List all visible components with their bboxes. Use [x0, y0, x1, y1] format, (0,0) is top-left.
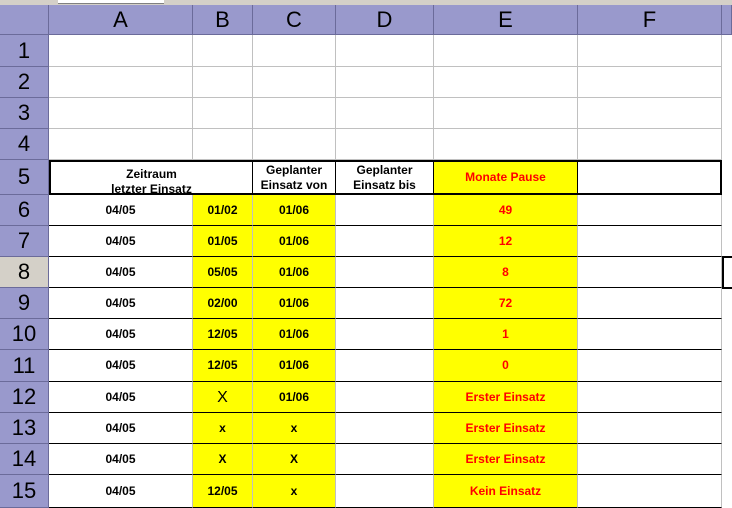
cell-d3[interactable]	[336, 98, 434, 129]
row-header-3[interactable]: 3	[0, 98, 49, 129]
cell-a3[interactable]	[49, 98, 193, 129]
cell-c12[interactable]: 01/06	[253, 382, 336, 413]
sheet-tab[interactable]	[58, 0, 164, 4]
cell-e14[interactable]: Erster Einsatz	[434, 444, 578, 475]
cell-e6[interactable]: 49	[434, 195, 578, 226]
cell-a6[interactable]: 04/05	[49, 195, 193, 226]
cell-a12[interactable]: 04/05	[49, 382, 193, 413]
cell-a11[interactable]: 04/05	[49, 350, 193, 382]
cell-e1[interactable]	[434, 35, 578, 67]
cell-a8[interactable]: 04/05	[49, 257, 193, 288]
cell-e4[interactable]	[434, 129, 578, 160]
cell-b14[interactable]: X	[193, 444, 253, 475]
cell-d2[interactable]	[336, 67, 434, 98]
cell-f14[interactable]	[578, 444, 722, 475]
row-header-2[interactable]: 2	[0, 67, 49, 98]
cell-a13[interactable]: 04/05	[49, 413, 193, 444]
cell-b8[interactable]: 05/05	[193, 257, 253, 288]
cell-a7[interactable]: 04/05	[49, 226, 193, 257]
cell-d15[interactable]	[336, 475, 434, 508]
cell-b1[interactable]	[193, 35, 253, 67]
cell-c11[interactable]: 01/06	[253, 350, 336, 382]
cell-e11[interactable]: 0	[434, 350, 578, 382]
column-header-a[interactable]: A	[49, 5, 193, 35]
cell-e2[interactable]	[434, 67, 578, 98]
cell-b12[interactable]: X	[193, 382, 253, 413]
cell-e7[interactable]: 12	[434, 226, 578, 257]
cell-f8[interactable]	[578, 257, 722, 288]
cell-e5-monate-pause[interactable]: Monate Pause	[434, 160, 578, 195]
row-header-1[interactable]: 1	[0, 35, 49, 67]
cell-a1[interactable]	[49, 35, 193, 67]
row-header-15[interactable]: 15	[0, 475, 49, 508]
cell-d8[interactable]	[336, 257, 434, 288]
column-header-c[interactable]: C	[253, 5, 336, 35]
cell-c7[interactable]: 01/06	[253, 226, 336, 257]
cell-b3[interactable]	[193, 98, 253, 129]
cell-a5-zeitraum[interactable]: Zeitraum letzter Einsatz	[49, 160, 253, 195]
cell-e9[interactable]: 72	[434, 288, 578, 319]
cell-c10[interactable]: 01/06	[253, 319, 336, 350]
cell-f9[interactable]	[578, 288, 722, 319]
row-header-5[interactable]: 5	[0, 160, 49, 195]
cell-a2[interactable]	[49, 67, 193, 98]
cell-c6[interactable]: 01/06	[253, 195, 336, 226]
cell-d11[interactable]	[336, 350, 434, 382]
cell-f6[interactable]	[578, 195, 722, 226]
cell-e12[interactable]: Erster Einsatz	[434, 382, 578, 413]
cell-b10[interactable]: 12/05	[193, 319, 253, 350]
row-header-12[interactable]: 12	[0, 382, 49, 413]
cell-f5[interactable]	[578, 160, 722, 195]
cell-d10[interactable]	[336, 319, 434, 350]
cell-d1[interactable]	[336, 35, 434, 67]
cell-b11[interactable]: 12/05	[193, 350, 253, 382]
cell-c5-einsatz-von[interactable]: Geplanter Einsatz von	[253, 160, 336, 195]
cell-f12[interactable]	[578, 382, 722, 413]
cell-b7[interactable]: 01/05	[193, 226, 253, 257]
column-header-e[interactable]: E	[434, 5, 578, 35]
cell-c1[interactable]	[253, 35, 336, 67]
cell-c3[interactable]	[253, 98, 336, 129]
cell-c15[interactable]: x	[253, 475, 336, 508]
cell-a4[interactable]	[49, 129, 193, 160]
cell-c2[interactable]	[253, 67, 336, 98]
cell-d6[interactable]	[336, 195, 434, 226]
cell-e10[interactable]: 1	[434, 319, 578, 350]
cell-b2[interactable]	[193, 67, 253, 98]
cell-c4[interactable]	[253, 129, 336, 160]
cell-c8[interactable]: 01/06	[253, 257, 336, 288]
row-header-9[interactable]: 9	[0, 288, 49, 319]
cell-c14[interactable]: X	[253, 444, 336, 475]
column-header-b[interactable]: B	[193, 5, 253, 35]
cell-e3[interactable]	[434, 98, 578, 129]
cell-b9[interactable]: 02/00	[193, 288, 253, 319]
row-header-13[interactable]: 13	[0, 413, 49, 444]
cell-b13[interactable]: x	[193, 413, 253, 444]
row-header-4[interactable]: 4	[0, 129, 49, 160]
cell-a14[interactable]: 04/05	[49, 444, 193, 475]
cell-a9[interactable]: 04/05	[49, 288, 193, 319]
row-header-14[interactable]: 14	[0, 444, 49, 475]
cell-f1[interactable]	[578, 35, 722, 67]
column-header-tail	[722, 5, 732, 35]
cell-f15[interactable]	[578, 475, 722, 508]
column-header-f[interactable]: F	[578, 5, 722, 35]
cell-b6[interactable]: 01/02	[193, 195, 253, 226]
cell-e8[interactable]: 8	[434, 257, 578, 288]
row-header-6[interactable]: 6	[0, 195, 49, 226]
cell-d5-einsatz-bis[interactable]: Geplanter Einsatz bis	[336, 160, 434, 195]
cell-d12[interactable]	[336, 382, 434, 413]
row-header-10[interactable]: 10	[0, 319, 49, 350]
cell-d13[interactable]	[336, 413, 434, 444]
cell-f3[interactable]	[578, 98, 722, 129]
row-header-8[interactable]: 8	[0, 257, 49, 288]
cell-a15[interactable]: 04/05	[49, 475, 193, 508]
cell-f10[interactable]	[578, 319, 722, 350]
column-header-d[interactable]: D	[336, 5, 434, 35]
cell-d14[interactable]	[336, 444, 434, 475]
row-header-11[interactable]: 11	[0, 350, 49, 382]
cell-f13[interactable]	[578, 413, 722, 444]
cell-c9[interactable]: 01/06	[253, 288, 336, 319]
cell-d9[interactable]	[336, 288, 434, 319]
cell-a10[interactable]: 04/05	[49, 319, 193, 350]
cell-c13[interactable]: x	[253, 413, 336, 444]
cell-e15[interactable]: Kein Einsatz	[434, 475, 578, 508]
cell-b15[interactable]: 12/05	[193, 475, 253, 508]
cell-e13[interactable]: Erster Einsatz	[434, 413, 578, 444]
cell-d7[interactable]	[336, 226, 434, 257]
cell-f2[interactable]	[578, 67, 722, 98]
cell-f4[interactable]	[578, 129, 722, 160]
cell-d4[interactable]	[336, 129, 434, 160]
cell-f11[interactable]	[578, 350, 722, 382]
cell-f7[interactable]	[578, 226, 722, 257]
selected-cell-indicator	[722, 256, 732, 289]
select-all-corner[interactable]	[0, 5, 49, 35]
cell-b4[interactable]	[193, 129, 253, 160]
row-header-7[interactable]: 7	[0, 226, 49, 257]
